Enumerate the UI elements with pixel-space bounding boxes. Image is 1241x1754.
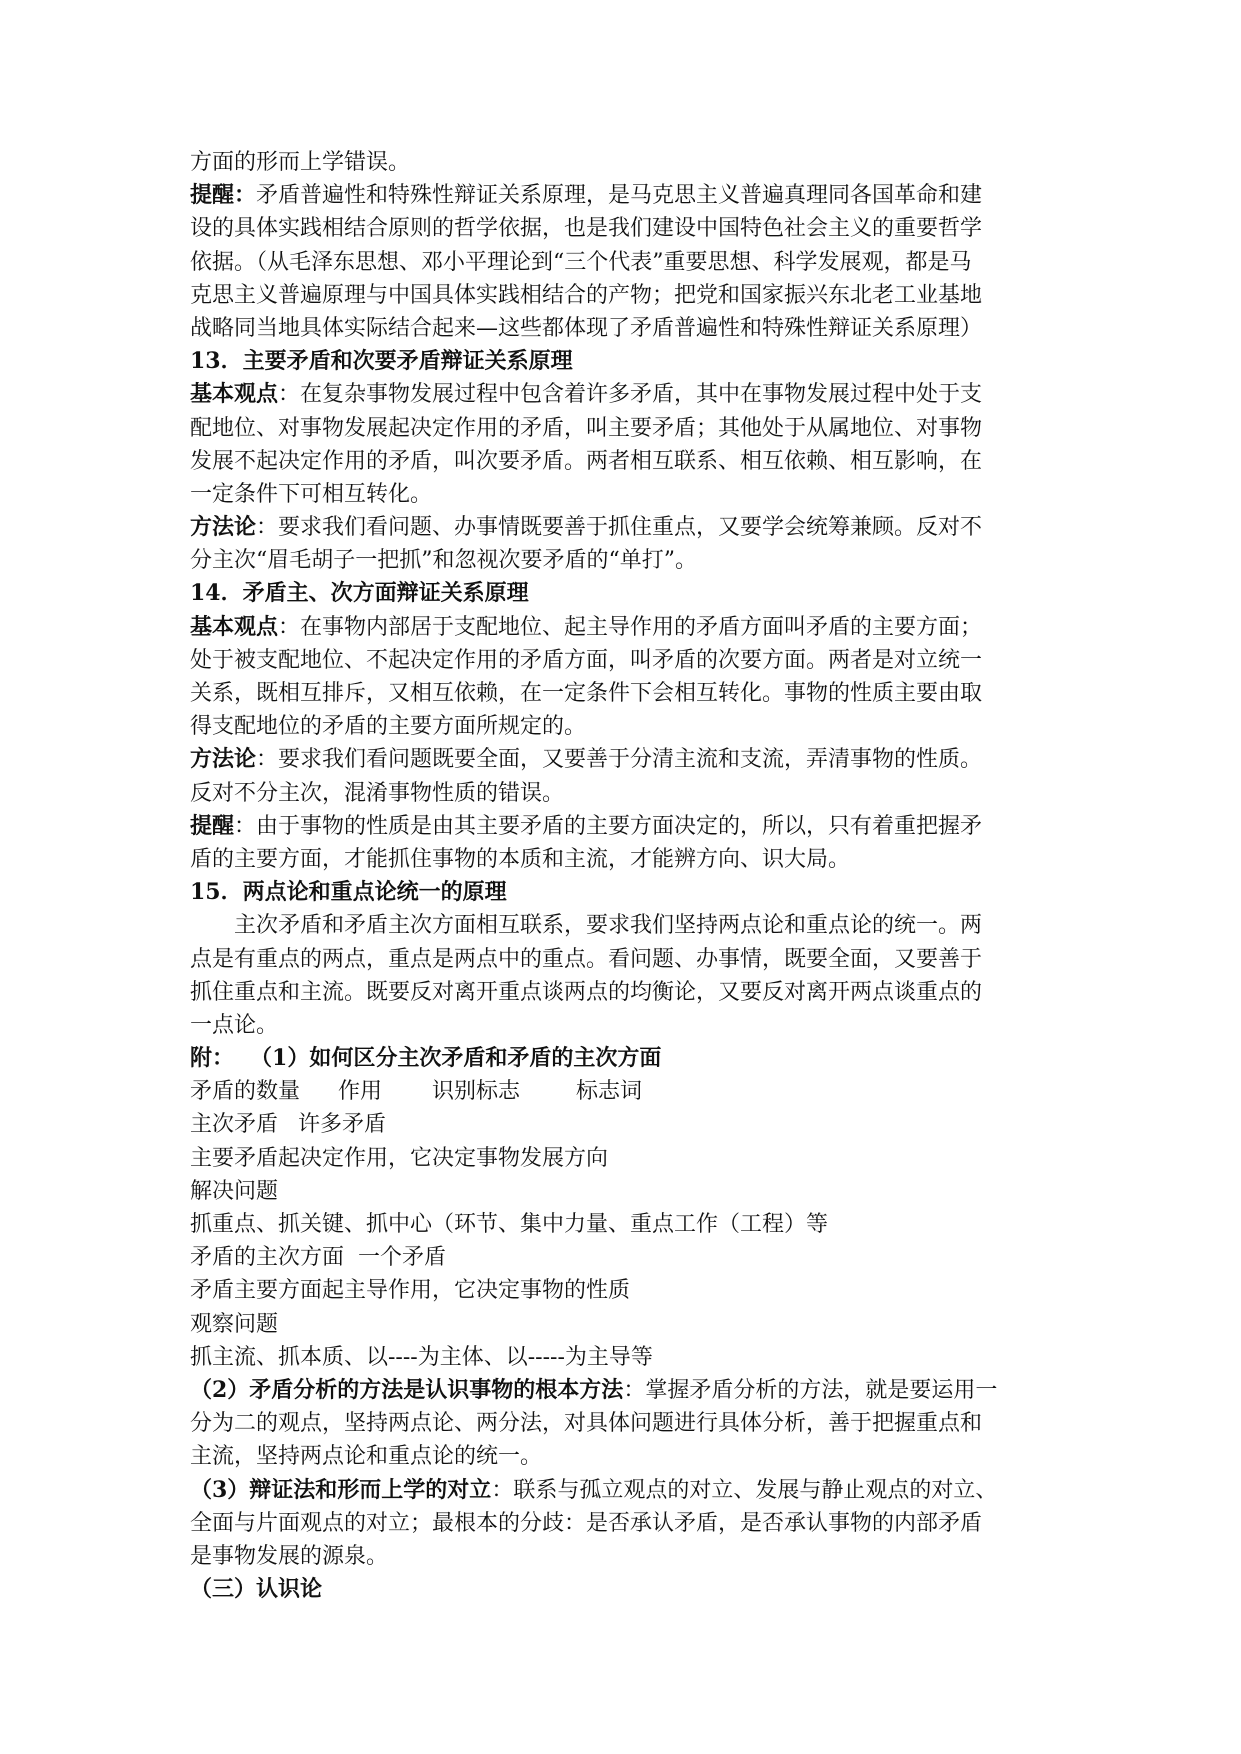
text-line: 主要矛盾起决定作用，它决定事物发展方向 xyxy=(190,1145,609,1171)
text-line: 点是有重点的两点，重点是两点中的重点。看问题、办事情，既要全面，又要善于 xyxy=(190,946,983,972)
section-heading-13: 13．主要矛盾和次要矛盾辩证关系原理 xyxy=(190,348,573,375)
section-heading-14: 14．矛盾主、次方面辩证关系原理 xyxy=(190,580,529,607)
label-reminder: 提醒 xyxy=(190,812,235,839)
label-basic-view: 基本观点 xyxy=(190,613,279,640)
text-line: 盾的主要方面，才能抓住事物的本质和主流，才能辨方向、识大局。 xyxy=(190,846,851,872)
text-line: 一点论。 xyxy=(190,1012,279,1038)
text-line: 观察问题 xyxy=(190,1311,279,1337)
label-basic-view: 基本观点 xyxy=(190,381,279,408)
text-line: 设的具体实践相结合原则的哲学依据，也是我们建设中国特色社会主义的重要哲学 xyxy=(190,216,983,242)
text-line: 一定条件下可相互转化。 xyxy=(190,481,433,507)
text-line: 得支配地位的矛盾的主要方面所规定的。 xyxy=(190,714,587,740)
text-line: 是事物发展的源泉。 xyxy=(190,1543,389,1569)
label-methodology: 方法论 xyxy=(190,514,257,541)
text-line: 主次矛盾 许多矛盾 xyxy=(190,1112,387,1138)
label-reminder: 提醒： xyxy=(190,182,257,209)
text-line: 克思主义普遍原理与中国具体实践相结合的产物；把党和国家振兴东北老工业基地 xyxy=(190,282,983,308)
text-line: 发展不起决定作用的矛盾，叫次要矛盾。两者相互联系、相互依赖、相互影响，在 xyxy=(190,448,983,474)
text-line: 方法论：要求我们看问题既要全面，又要善于分清主流和支流，弄清事物的性质。 xyxy=(190,746,983,773)
text-line: 矛盾主要方面起主导作用，它决定事物的性质 xyxy=(190,1278,631,1304)
text-line: 基本观点：在事物内部居于支配地位、起主导作用的矛盾方面叫矛盾的主要方面； xyxy=(190,613,983,640)
text-line: 分为二的观点，坚持两点论、两分法，对具体问题进行具体分析，善于把握重点和 xyxy=(190,1411,983,1437)
text-line: 战略同当地具体实际结合起来—这些都体现了矛盾普遍性和特殊性辩证关系原理） xyxy=(190,315,983,341)
text-line: 抓主流、抓本质、以----为主体、以-----为主导等 xyxy=(190,1344,653,1370)
section-heading-15: 15．两点论和重点论统一的原理 xyxy=(190,879,507,906)
text-line: 处于被支配地位、不起决定作用的矛盾方面，叫矛盾的次要方面。两者是对立统一 xyxy=(190,647,983,673)
text-line: 方法论：要求我们看问题、办事情既要善于抓住重点，又要学会统筹兼顾。反对不 xyxy=(190,514,983,541)
label-methodology: 方法论 xyxy=(190,746,257,773)
text-line: 基本观点：在复杂事物发展过程中包含着许多矛盾，其中在事物发展过程中处于支 xyxy=(190,381,983,408)
table-header-row: 矛盾的数量 作用 识别标志 标志词 xyxy=(190,1079,643,1105)
text-line: 关系，既相互排斥，又相互依赖，在一定条件下会相互转化。事物的性质主要由取 xyxy=(190,681,983,706)
appendix-heading: 附： （1）如何区分主次矛盾和矛盾的主次方面 xyxy=(190,1045,662,1072)
text-line: 解决问题 xyxy=(190,1178,279,1204)
text-line: 方面的形而上学错误。 xyxy=(190,150,411,175)
text-line: 主次矛盾和矛盾主次方面相互联系，要求我们坚持两点论和重点论的统一。两 xyxy=(234,913,983,939)
text-line: 提醒：矛盾普遍性和特殊性辩证关系原理，是马克思主义普遍真理同各国革命和建 xyxy=(190,182,983,209)
text-line: 配地位、对事物发展起决定作用的矛盾，叫主要矛盾；其他处于从属地位、对事物 xyxy=(190,415,983,441)
text-line: 分主次“眉毛胡子一把抓”和忽视次要矛盾的“单打”。 xyxy=(190,548,697,574)
section-heading-epistemology: （三）认识论 xyxy=(190,1576,323,1603)
text-line: 依据。（从毛泽东思想、邓小平理论到“三个代表”重要思想、科学发展观，都是马 xyxy=(190,249,972,275)
subheading-contradiction-analysis: （2）矛盾分析的方法是认识事物的根本方法 xyxy=(190,1376,624,1403)
text-line: 提醒：由于事物的性质是由其主要矛盾的主要方面决定的，所以，只有着重把握矛 xyxy=(190,812,983,839)
subheading-dialectics-vs-metaphysics: （3）辩证法和形而上学的对立 xyxy=(190,1476,492,1503)
text-line: （3）辩证法和形而上学的对立：联系与孤立观点的对立、发展与静止观点的对立、 xyxy=(190,1476,998,1503)
text-line: 全面与片面观点的对立；最根本的分歧：是否承认矛盾，是否承认事物的内部矛盾 xyxy=(190,1510,983,1536)
text-line: （2）矛盾分析的方法是认识事物的根本方法：掌握矛盾分析的方法，就是要运用一 xyxy=(190,1376,998,1403)
text-line: 抓重点、抓关键、抓中心（环节、集中力量、重点工作（工程）等 xyxy=(190,1212,829,1237)
text-line: 反对不分主次，混淆事物性质的错误。 xyxy=(190,780,565,806)
text-line: 主流，坚持两点论和重点论的统一。 xyxy=(190,1444,543,1470)
text-line: 矛盾的主次方面 一个矛盾 xyxy=(190,1245,447,1271)
text-line: 抓住重点和主流。既要反对离开重点谈两点的均衡论，又要反对离开两点谈重点的 xyxy=(190,979,983,1005)
document-body xyxy=(190,146,1070,1606)
